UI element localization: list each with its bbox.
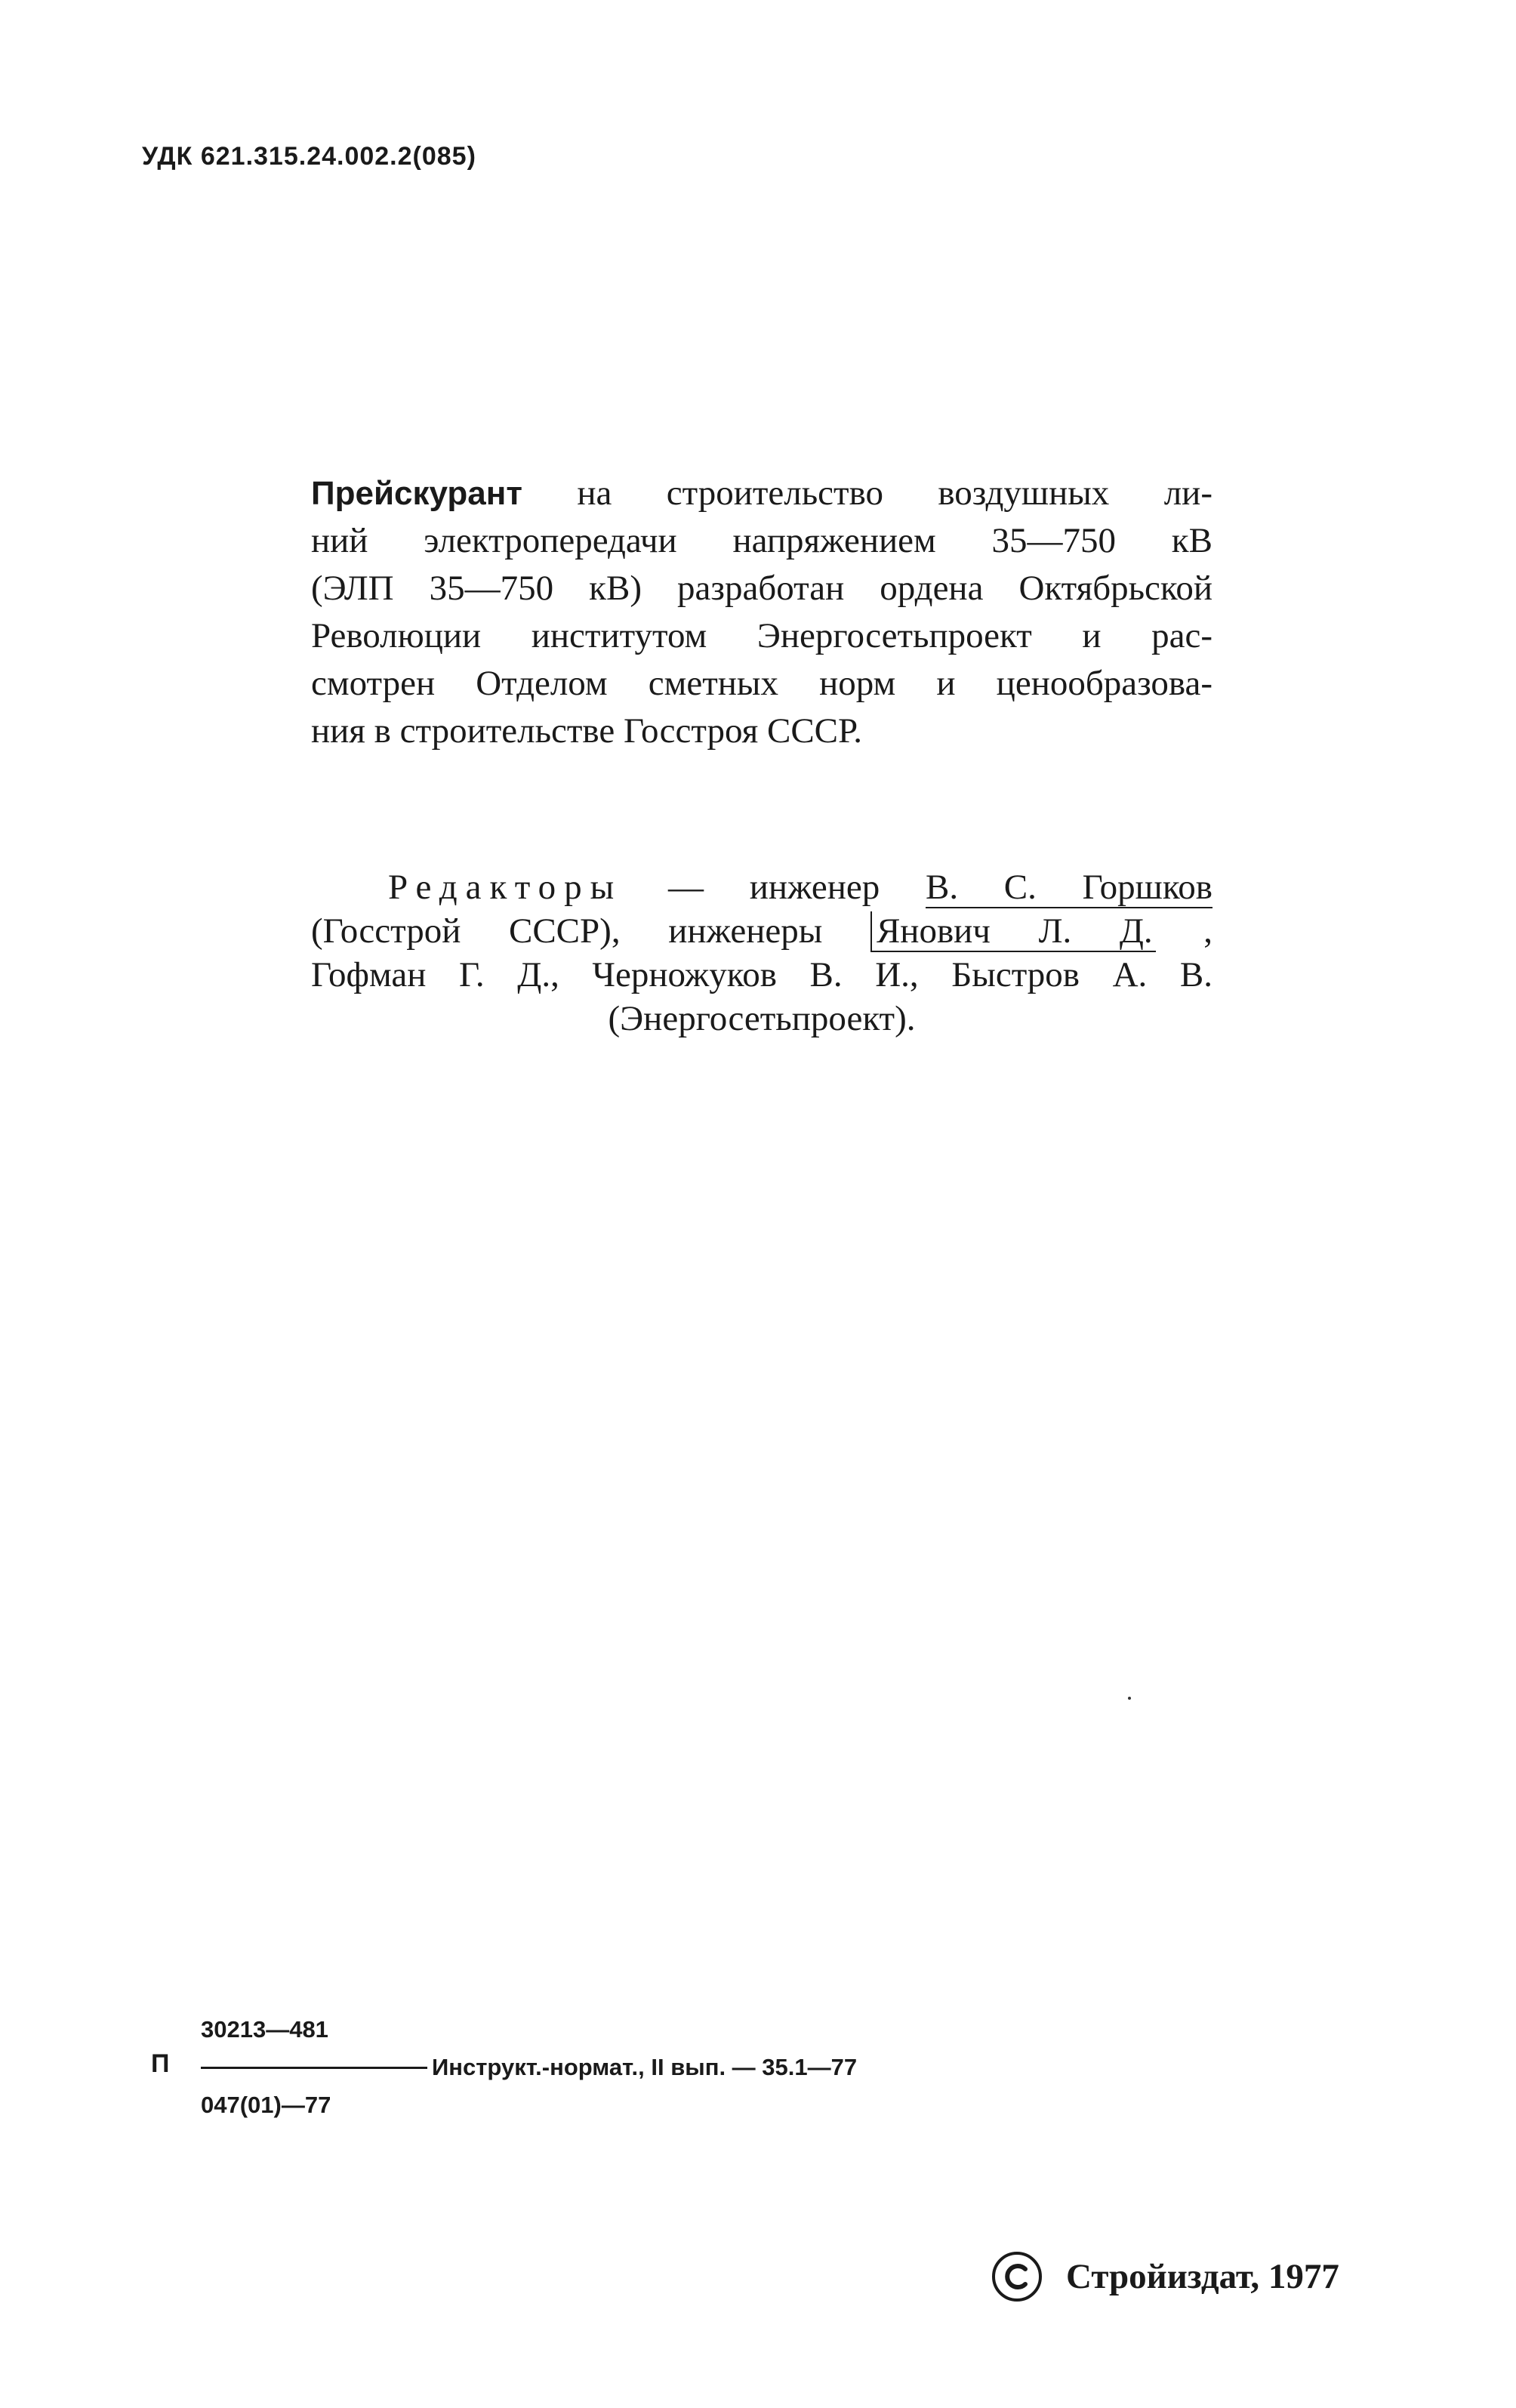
editors-line-1-text: — инженер xyxy=(667,868,880,907)
abstract-line-6: ния в строительстве Госстроя СССР. xyxy=(311,711,863,751)
editors-line-2 xyxy=(311,909,1212,953)
abstract-line-5: смотрен Отделом сметных норм и ценообразова- xyxy=(311,664,1212,703)
abstract-lead-word: Прейскурант xyxy=(311,475,522,512)
editor-name-gorshkov: В. С. Горшков xyxy=(925,868,1213,907)
editors-line-4: (Энергосетьпроект). xyxy=(608,999,916,1038)
abstract-paragraph xyxy=(311,470,1212,755)
editors-comma: , xyxy=(1203,911,1213,951)
publication-code-denominator: 047(01)—77 xyxy=(201,2092,331,2118)
publication-code xyxy=(151,2016,1057,2129)
editor-name-yanovich-boxed: Янович Л. Д. xyxy=(870,911,1156,952)
copyright-text: Стройиздат, 1977 xyxy=(1066,2257,1339,2296)
fraction-line xyxy=(201,2067,427,2069)
publication-code-description: Инструкт.-нормат., II вып. — 35.1—77 xyxy=(432,2054,858,2080)
editors-line-3: Гофман Г. Д., Черножуков В. И., Быстров А. В. xyxy=(311,955,1212,994)
publication-code-numerator: 30213—481 xyxy=(201,2016,328,2043)
publication-code-prefix: П xyxy=(151,2049,170,2078)
editors-line-2-text: (Госстрой СССР), инженеры xyxy=(311,911,823,951)
abstract-line-4: Революции институтом Энергосетьпроект и рас- xyxy=(311,616,1212,655)
abstract-line-2: ний электропередачи напряжением 35—750 кВ xyxy=(311,521,1212,560)
editors-block xyxy=(311,865,1212,1041)
stray-dot xyxy=(1128,1697,1131,1700)
copyright-icon xyxy=(991,2250,1043,2303)
abstract-line-1-text: на строительство воздушных ли- xyxy=(522,473,1212,513)
udk-code: УДК 621.315.24.002.2(085) xyxy=(142,142,476,171)
abstract-line-3: (ЭЛП 35—750 кВ) разработан ордена Октябрьской xyxy=(311,569,1212,608)
editors-label: Редакторы xyxy=(388,868,623,907)
abstract-line-1 xyxy=(311,470,1212,517)
editors-line-1 xyxy=(311,865,1212,909)
copyright-line xyxy=(991,2250,1339,2303)
